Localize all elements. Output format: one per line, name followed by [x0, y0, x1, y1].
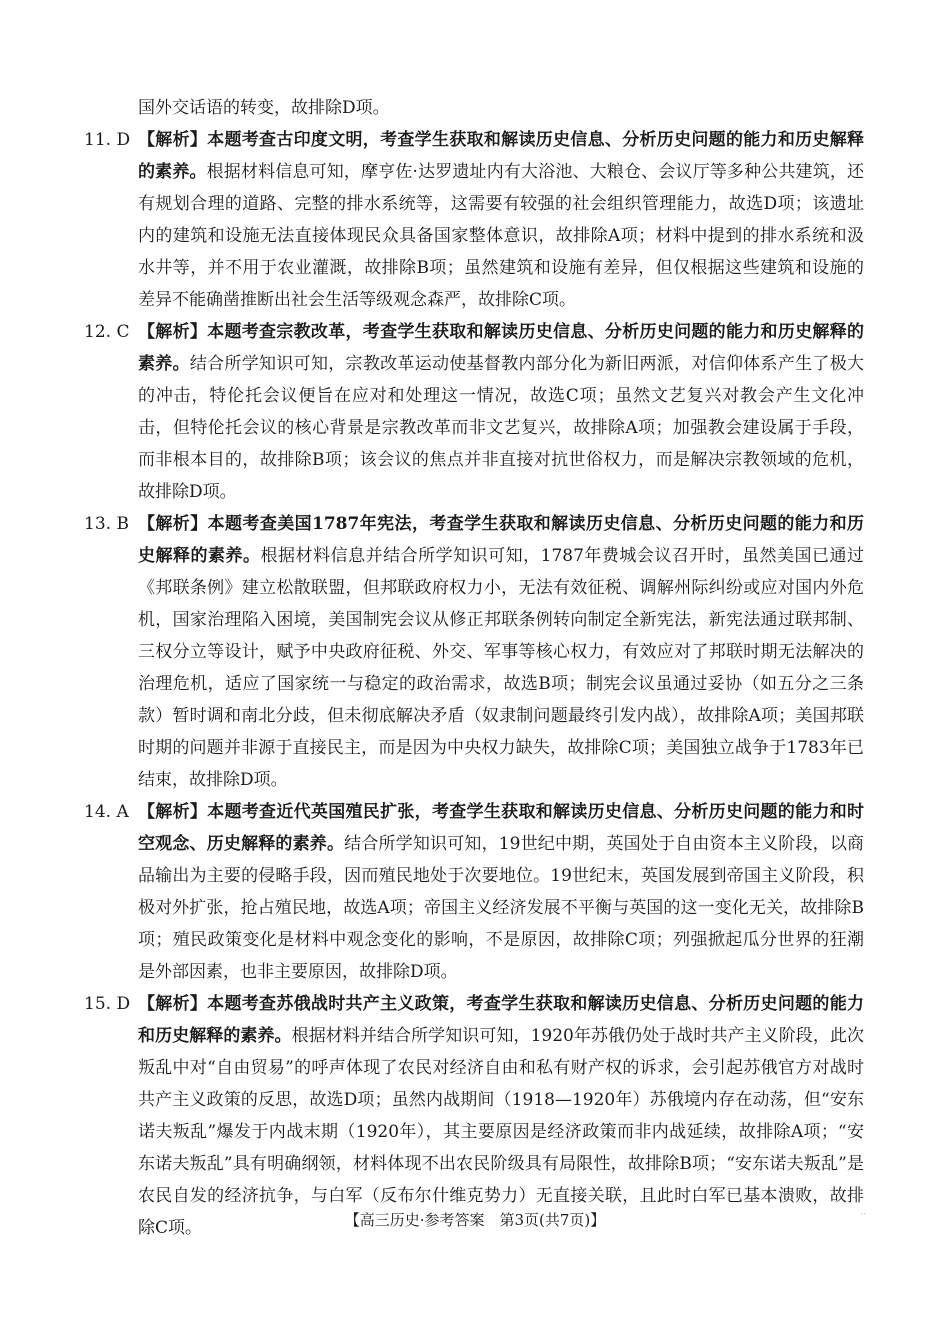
- continuation-text: 国外交话语的转变，故排除D项。: [138, 98, 390, 118]
- analysis-lead: 本题考查宗教改革，考查学生获取和解读历史信息、分析历史问题的能力和历史解释的素养。: [138, 322, 864, 374]
- analysis-tag: 【解析】: [138, 130, 208, 150]
- question-number: 14. A: [84, 802, 129, 822]
- page-footer: 【高三历史·参考答案 第3页(共7页)】: [344, 1211, 606, 1229]
- question-number: 13. B: [84, 514, 129, 534]
- answer-content: [84, 92, 864, 1244]
- question-number: 12. C: [84, 322, 130, 342]
- analysis-body: 根据材料并结合所学知识可知，1920年苏俄仍处于战时共产主义阶段，此次叛乱中对“自由贸易”的呼声体现了农民对经济自由和私有财产权的诉求，会引起苏俄官方对战时共产主义政策的反思，故选D项；虽然内战期间（1918—1920年）苏俄境内存在动荡，但“安东诺夫叛乱”爆发于内战末期（1920年），其主要原因是经济政策而非内战延续，故排除A项；“安东诺夫叛乱”具有明确纲领，材料体现不出农民阶级具有局限性，故排除B项；“安东诺夫叛乱”是农民自发的经济抗争，与白军（反布尔什维克势力）无直接关联，且此时白军已基本溃败，故排除C项。: [138, 1026, 865, 1238]
- answer-item-12: [84, 316, 864, 508]
- analysis-lead: 本题考查苏俄战时共产主义政策，考查学生获取和解读历史信息、分析历史问题的能力和历史解释的素养。: [138, 994, 864, 1046]
- analysis-lead: 本题考查古印度文明，考查学生获取和解读历史信息、分析历史问题的能力和历史解释的素养。: [138, 130, 864, 182]
- analysis-body: 根据材料信息并结合所学知识可知，1787年费城会议召开时，虽然美国已通过《邦联条例》建立松散联盟，但邦联政府权力小，无法有效征税、调解州际纠纷或应对国内外危机，国家治理陷入困境，美国制宪会议从修正邦联条例转向制定全新宪法，新宪法通过联邦制、三权分立等设计，赋予中央政府征税、外交、军事等核心权力，有效应对了邦联时期无法解决的治理危机，适应了国家统一与稳定的政治需求，故选B项；制宪会议虽通过妥协（如五分之三条款）暂时调和南北分歧，但未彻底解决矛盾（奴隶制问题最终引发内战），故排除A项；美国邦联时期的问题并非源于直接民主，而是因为中央权力缺失，故排除C项；美国独立战争于1783年已结束，故排除D项。: [138, 546, 865, 790]
- answer-item-14: [84, 796, 864, 988]
- analysis-tag: 【解析】: [138, 514, 208, 534]
- answer-item-13: [84, 508, 864, 796]
- answer-item-11: [84, 124, 864, 316]
- question-number: 15. D: [84, 994, 131, 1014]
- answer-item-15: [84, 988, 864, 1244]
- analysis-tag: 【解析】: [138, 802, 208, 822]
- footer-mark: ··: [860, 1210, 866, 1220]
- question-number: 11. D: [84, 130, 131, 150]
- analysis-tag: 【解析】: [138, 994, 208, 1014]
- analysis-body: 结合所学知识可知，19世纪中期，英国处于自由资本主义阶段，以商品输出为主要的侵略手段，因而殖民地处于次要地位。19世纪末，英国发展到帝国主义阶段，积极对外扩张，抢占殖民地，故选A项；帝国主义经济发展不平衡与英国的这一变化无关，故排除B项；殖民政策变化是材料中观念变化的影响，不是原因，故排除C项；列强掀起瓜分世界的狂潮是外部因素，也非主要原因，故排除D项。: [138, 834, 864, 982]
- analysis-body: 结合所学知识可知，宗教改革运动使基督教内部分化为新旧两派，对信仰体系产生了极大的冲击，特伦托会议便旨在应对和处理这一情况，故选C项；虽然文艺复兴对教会产生文化冲击，但特伦托会议的核心背景是宗教改革而非文艺复兴，故排除A项；加强教会建设属于手段，而非根本目的，故排除B项；该会议的焦点并非直接对抗世俗权力，而是解决宗教领域的危机，故排除D项。: [138, 354, 865, 502]
- analysis-lead: 本题考查美国1787年宪法，考查学生获取和解读历史信息、分析历史问题的能力和历史解释的素养。: [138, 514, 864, 566]
- analysis-body: 根据材料信息可知，摩亨佐·达罗遗址内有大浴池、大粮仓、会议厅等多种公共建筑，还有规划合理的道路、完整的排水系统等，这需要有较强的社会组织管理能力，故选D项；该遗址内的建筑和设施无法直接体现民众具备国家整体意识，故排除A项；材料中提到的排水系统和汲水井等，并不用于农业灌溉，故排除B项；虽然建筑和设施有差异，但仅根据这些建筑和设施的差异不能确凿推断出社会生活等级观念森严，故排除C项。: [138, 162, 865, 310]
- analysis-tag: 【解析】: [138, 322, 208, 342]
- analysis-lead: 本题考查近代英国殖民扩张，考查学生获取和解读历史信息、分析历史问题的能力和时空观念、历史解释的素养。: [138, 802, 864, 854]
